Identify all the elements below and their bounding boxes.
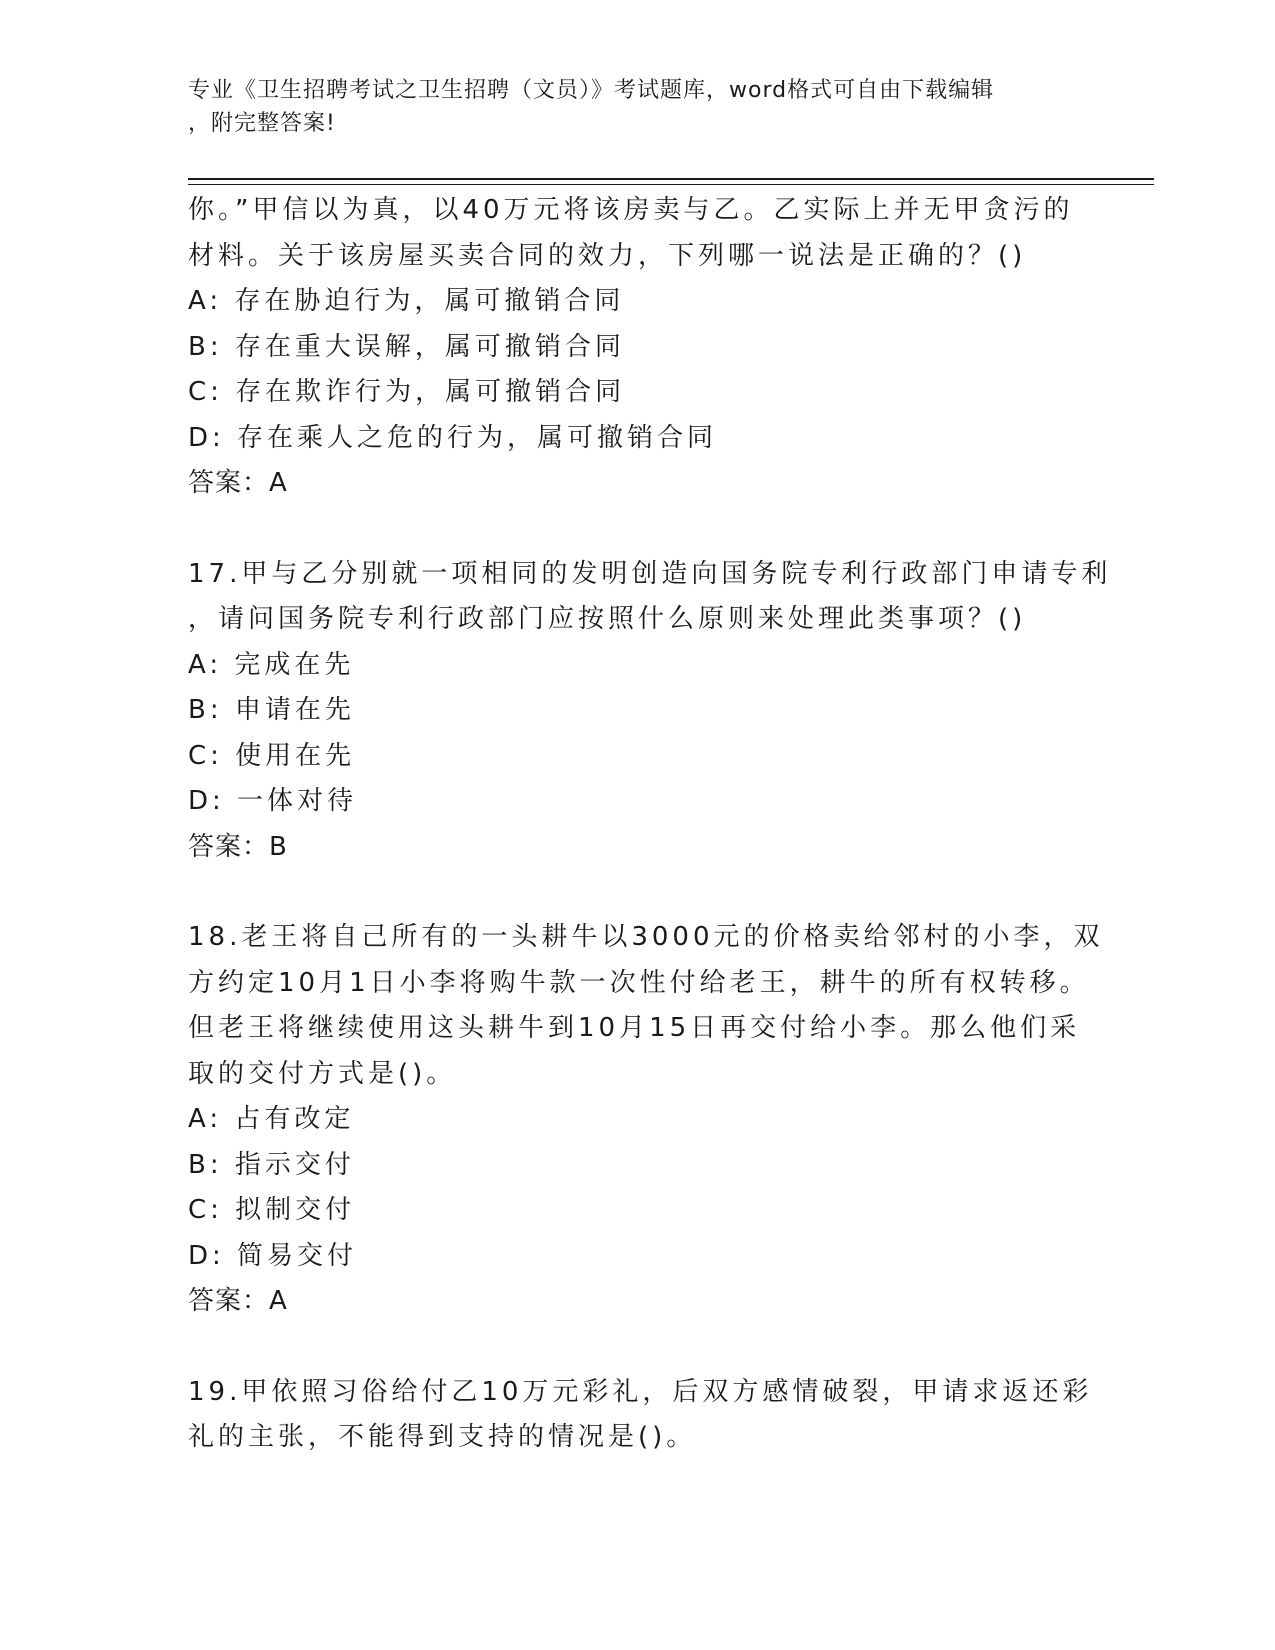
option-d: D: 存在乘人之危的行为，属可撤销合同	[188, 422, 718, 453]
document-header	[188, 74, 1068, 140]
header-rule-thin	[188, 184, 1154, 185]
question-stem-line: 材料。关于该房屋买卖合同的效力，下列哪一说法是正确的？()	[188, 240, 1027, 271]
option-a: A: 存在胁迫行为，属可撤销合同	[188, 286, 625, 316]
question-stem-line: 19.甲依照习俗给付乙10万元彩礼，后双方感情破裂，甲请求返还彩	[188, 1376, 1093, 1407]
question-stem-line: 18.老王将自己所有的一头耕牛以3000元的价格卖给邻村的小李，双	[188, 922, 1104, 952]
option-c: C: 拟制交付	[188, 1195, 356, 1225]
header-title-line-2: ，附完整答案!	[188, 111, 336, 136]
question-stem-line: 取的交付方式是()。	[188, 1058, 457, 1089]
question-block	[188, 188, 1088, 507]
question-stem-line: 礼的主张，不能得到支持的情况是()。	[188, 1422, 697, 1452]
option-a: A: 完成在先	[188, 649, 355, 680]
option-d: D: 一体对待	[188, 786, 358, 816]
option-b: B: 指示交付	[188, 1149, 355, 1180]
option-c: C: 使用在先	[188, 740, 356, 771]
header-rule-thick	[188, 178, 1154, 180]
question-block	[188, 1370, 1093, 1461]
question-stem-line: 17.甲与乙分别就一项相同的发明创造向国务院专利行政部门申请专利	[188, 558, 1112, 589]
option-c: C: 存在欺诈行为，属可撤销合同	[188, 377, 626, 407]
option-d: D: 简易交付	[188, 1240, 358, 1271]
question-list	[188, 188, 1112, 1506]
question-stem-line: 你。”甲信以为真，以40万元将该房卖与乙。乙实际上并无甲贪污的	[188, 195, 1074, 225]
answer-label: 答案：A	[188, 468, 288, 498]
question-stem-line: ，请问国务院专利行政部门应按照什么原则来处理此类事项？()	[188, 604, 1027, 634]
answer-label: 答案：A	[188, 1286, 288, 1316]
question-block	[188, 552, 1112, 871]
option-b: B: 存在重大误解，属可撤销合同	[188, 331, 625, 362]
header-title-line-1: 专业《卫生招聘考试之卫生招聘（文员）》考试题库，word格式可自由下载编辑	[188, 78, 995, 103]
answer-label: 答案：B	[188, 831, 288, 862]
option-a: A: 占有改定	[188, 1104, 355, 1134]
question-block	[188, 915, 1104, 1325]
question-stem-line: 但老王将继续使用这头耕牛到10月15日再交付给小李。那么他们采	[188, 1013, 1081, 1043]
question-stem-line: 方约定10月1日小李将购牛款一次性付给老王，耕牛的所有权转移。	[188, 967, 1090, 998]
option-b: B: 申请在先	[188, 695, 355, 725]
